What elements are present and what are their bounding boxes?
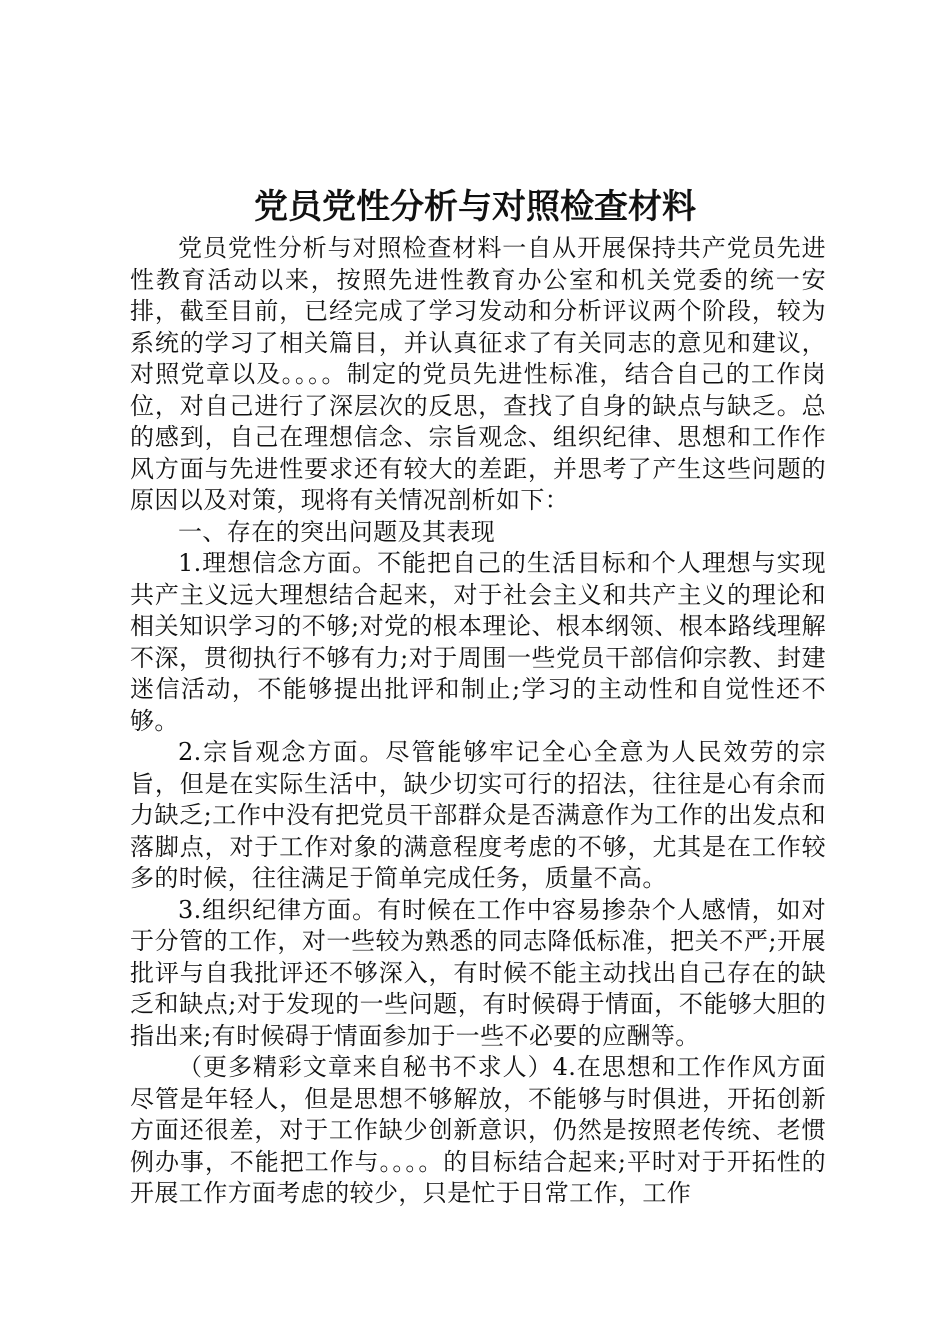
document-title: 党员党性分析与对照检查材料 xyxy=(254,187,696,227)
paragraph-purpose: 2.宗旨观念方面。尽管能够牢记全心全意为人民效劳的宗旨，但是在实际生活中，缺少切实可行的招法，往往是心有余而力缺乏;工作中没有把党员干部群众是否满意作为工作的出发点和落脚点，对于工作对象的满意程度考虑的不够，尤其是在工作较多的时候，往往满足于简单完成任务，质量不高。 xyxy=(130,738,826,892)
paragraph-work-style: （更多精彩文章来自秘书不求人）4.在思想和工作作风方面尽管是年轻人，但是思想不够解放，不能够与时俱进，开拓创新方面还很差，对于工作缺少创新意识，仍然是按照老传统、老惯例办事，不能把工作与。。。。的目标结合起来;平时对于开拓性的开展工作方面考虑的较少，只是忙于日常工作，工作 xyxy=(130,1053,826,1207)
section-heading: 一、存在的突出问题及其表现 xyxy=(178,517,496,546)
paragraph-discipline: 3.组织纪律方面。有时候在工作中容易掺杂个人感情，如对于分管的工作，对一些较为熟悉的同志降低标准，把关不严;开展批评与自我批评还不够深入，有时候不能主动找出自己存在的缺乏和缺点;对于发现的一些问题，有时候碍于情面，不能够大胆的指出来;有时候碍于情面参加于一些不必要的应酬等。 xyxy=(130,895,826,1050)
paragraph-ideals: 1.理想信念方面。不能把自己的生活目标和个人理想与实现共产主义远大理想结合起来，对于社会主义和共产主义的理论和相关知识学习的不够;对党的根本理论、根本纲领、根本路线理解不深，贯彻执行不够有力;对于周围一些党员干部信仰宗教、封建迷信活动，不能够提出批评和制止;学习的主动性和自觉性还不够。 xyxy=(130,549,826,735)
paragraph-intro: 党员党性分析与对照检查材料一自从开展保持共产党员先进性教育活动以来，按照先进性教育办公室和机关党委的统一安排，截至目前，已经完成了学习发动和分析评议两个阶段，较为系统的学习了相关篇目，并认真征求了有关同志的意见和建议，对照党章以及。。。。制定的党员先进性标准，结合自己的工作岗位，对自己进行了深层次的反思，查找了自身的缺点与缺乏。总的感到，自己在理想信念、宗旨观念、组织纪律、思想和工作作风方面与先进性要求还有较大的差距，并思考了产生这些问题的原因以及对策，现将有关情况剖析如下： xyxy=(130,234,826,514)
document-body xyxy=(130,233,826,1210)
